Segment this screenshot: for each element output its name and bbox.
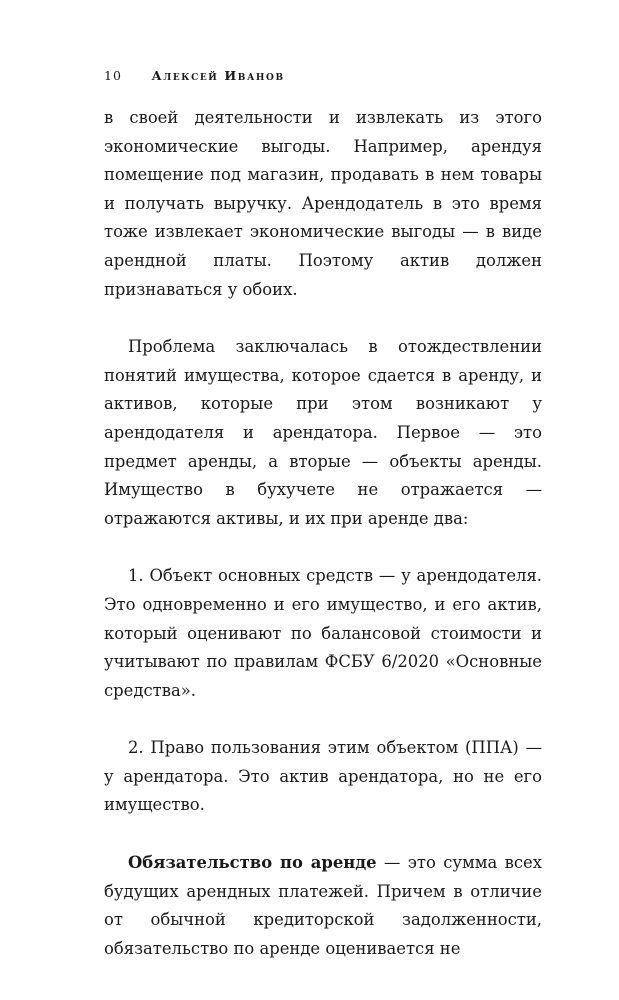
author-name: Алексей Иванов (151, 68, 285, 83)
paragraph-continuation: в своей деятельности и извлекать из этого экономические выгоды. Например, арендуя помещение под магазин, продавать в нем товары и получать выручку. Арендодатель в это время тоже извлекает экономические выгоды — в виде арендной платы. Поэтому актив должен признаваться у обоих. (104, 108, 542, 299)
running-header (104, 66, 542, 86)
body-text (104, 104, 542, 963)
term-lease-liability: Обязательство по аренде (128, 853, 377, 873)
page-number: 10 (104, 68, 122, 83)
list-item-right-of-use: 2. Право пользования этим объектом (ППА) — у арендатора. Это актив арендатора, но не его имущество. (104, 738, 542, 815)
paragraph-problem: Проблема заключалась в отождествлении понятий имущества, которое сдается в аренду, и активов, которые при этом возникают у арендодателя и арендатора. Первое — это предмет аренды, а вторые — объекты аренды. Имущество в бухучете не отражается — отражаются активы, и их при аренде два: (104, 337, 542, 528)
book-page (104, 66, 542, 963)
lease-liability-definition: — это сумма всех будущих арендных платежей. Причем в отличие от обычной кредиторской задолженности, обязательство по аренде оценивается не (104, 853, 542, 958)
list-item-fixed-asset: 1. Объект основных средств — у арендодателя. Это одновременно и его имущество, и его актив, который оценивают по балансовой стоимости и учитывают по правилам ФСБУ 6/2020 «Основные средства». (104, 566, 542, 700)
paragraph-lease-liability (104, 849, 542, 963)
